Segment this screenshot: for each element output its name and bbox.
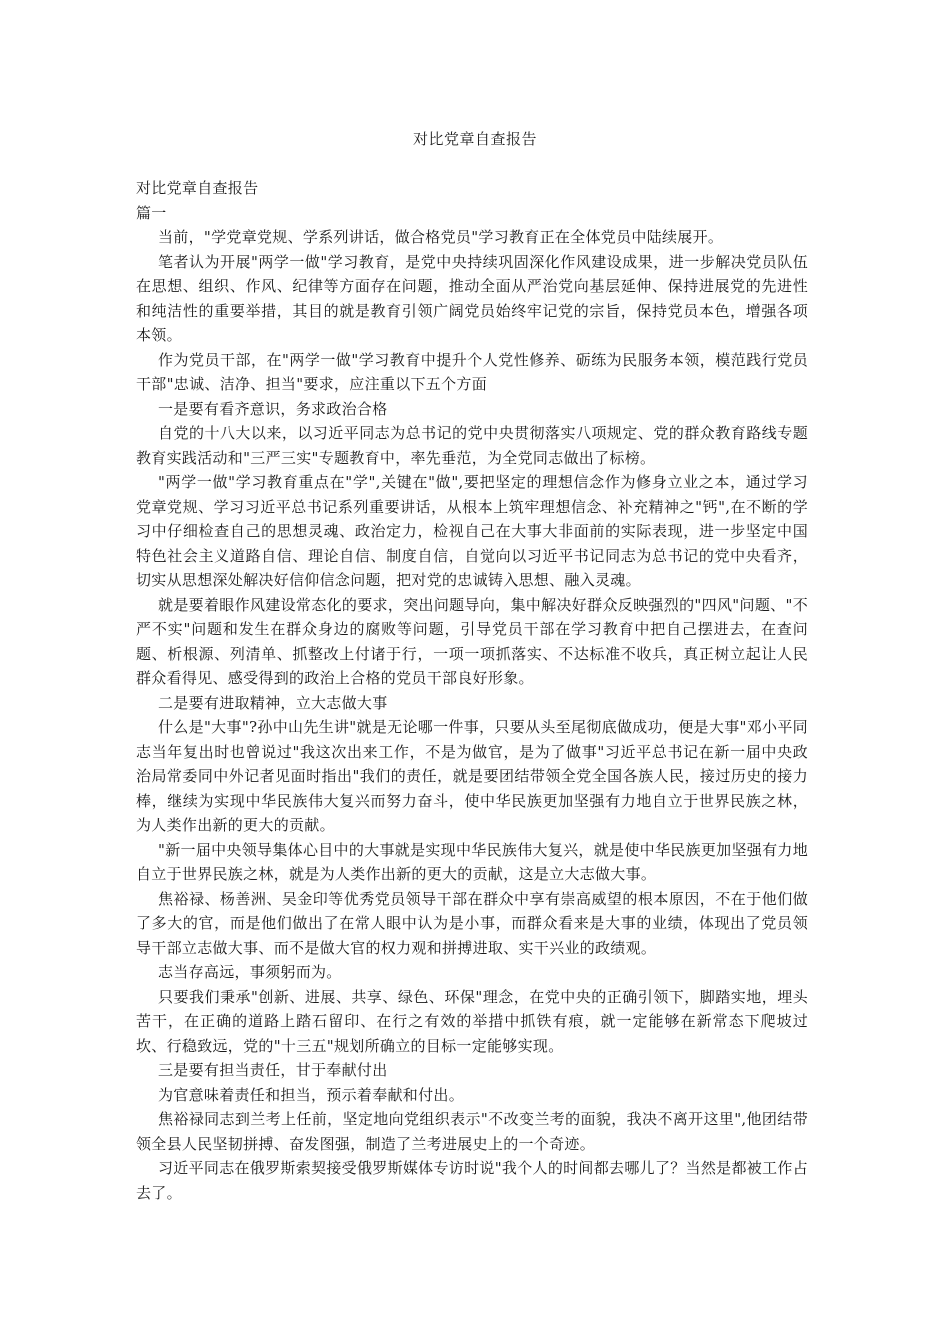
document-body bbox=[136, 176, 808, 1205]
paragraph: 只要我们秉承"创新、进展、共享、绿色、环保"理念，在党中央的正确引领下，脚踏实地，埋头苦干，在正确的道路上踏石留印、在行之有效的举措中抓铁有痕，就一定能够在新常态下爬坡过坎、行稳致远，党的"十三五"规划所确立的目标一定能够实现。 bbox=[136, 987, 808, 1055]
paragraph: 就是要着眼作风建设常态化的要求，突出问题导向，集中解决好群众反映强烈的"四风"问题、"不严不实"问题和发生在群众身边的腐败等问题，引导党员干部在学习教育中把自己摆进去，在查问题、析根源、列清单、抓整改上付诸于行，一项一项抓落实、不达标准不收兵，真正树立起让人民群众看得见、感受得到的政治上合格的党员干部良好形象。 bbox=[136, 595, 808, 687]
paragraph: 当前，"学党章党规、学系列讲话，做合格党员"学习教育正在全体党员中陆续展开。 bbox=[158, 228, 724, 246]
paragraph: 焦裕禄、杨善洲、吴金印等优秀党员领导干部在群众中享有崇高威望的根本原因，不在于他们做了多大的官，而是他们做出了在常人眼中认为是小事，而群众看来是大事的业绩，体现出了党员领导干部立志做大事、而不是做大官的权力观和拼搏进取、实干兴业的政绩观。 bbox=[136, 889, 808, 957]
paragraph: 为官意味着责任和担当，预示着奉献和付出。 bbox=[158, 1085, 465, 1104]
subheading: 一是要有看齐意识，务求政治合格 bbox=[158, 399, 388, 418]
document-heading: 对比党章自查报告 bbox=[136, 179, 259, 197]
paragraph: 笔者认为开展"两学一做"学习教育，是党中央持续巩固深化作风建设成果，进一步解决党员队伍在思想、组织、作风、纪律等方面存在问题，推动全面从严治党向基层延伸、保持进展党的先进性和纯洁性的重要举措，其目的就是教育引领广阔党员始终牢记党的宗旨，保持党员本色，增强各项本领。 bbox=[136, 252, 808, 344]
section-label: 篇一 bbox=[136, 203, 167, 222]
subheading: 三是要有担当责任，甘于奉献付出 bbox=[158, 1061, 388, 1079]
paragraph: 习近平同志在俄罗斯索契接受俄罗斯媒体专访时说"我个人的时间都去哪儿了？当然是都被工作占去了。 bbox=[136, 1159, 808, 1202]
paragraph: 自党的十八大以来，以习近平同志为总书记的党中央贯彻落实八项规定、党的群众教育路线专题教育实践活动和"三严三实"专题教育中，率先垂范，为全党同志做出了标榜。 bbox=[136, 424, 808, 467]
subheading: 二是要有进取精神，立大志做大事 bbox=[158, 693, 388, 712]
document-title: 对比党章自查报告 bbox=[412, 130, 537, 148]
paragraph: 焦裕禄同志到兰考上任前，坚定地向党组织表示"不改变兰考的面貌，我决不离开这里",他团结带领全县人民坚韧拼搏、奋发图强，制造了兰考进展史上的一个奇迹。 bbox=[136, 1110, 808, 1153]
paragraph: 作为党员干部，在"两学一做"学习教育中提升个人党性修养、砺练为民服务本领，模范践行党员干部"忠诚、洁净、担当"要求，应注重以下五个方面 bbox=[136, 350, 808, 393]
paragraph: "新一届中央领导集体心目中的大事就是实现中华民族伟大复兴，就是使中华民族更加坚强有力地自立于世界民族之林，就是为人类作出新的更大的贡献，这是立大志做大事。 bbox=[136, 840, 808, 883]
paragraph: 什么是"大事"?孙中山先生讲"就是无论哪一件事，只要从头至尾彻底做成功，便是大事"邓小平同志当年复出时也曾说过"我这次出来工作，不是为做官，是为了做事"习近平总书记在新一届中央政治局常委同中外记者见面时指出"我们的责任，就是要团结带领全党全国各族人民，接过历史的接力棒，继续为实现中华民族伟大复兴而努力奋斗，使中华民族更加坚强有力地自立于世界民族之林，为人类作出新的更大的贡献。 bbox=[136, 718, 808, 834]
paragraph: 志当存高远，事须躬而为。 bbox=[158, 963, 342, 981]
paragraph: "两学一做"学习教育重点在"学",关键在"做",要把坚定的理想信念作为修身立业之本，通过学习党章党规、学习习近平总书记系列重要讲话，从根本上筑牢理想信念、补充精神之"钙",在不断的学习中仔细检查自己的思想灵魂、政治定力，检视自己在大事大非面前的实际表现，进一步坚定中国特色社会主义道路自信、理论自信、制度自信，自觉向以习近平书记同志为总书记的党中央看齐，切实从思想深处解决好信仰信念问题，把对党的忠诚铸入思想、融入灵魂。 bbox=[136, 473, 808, 589]
